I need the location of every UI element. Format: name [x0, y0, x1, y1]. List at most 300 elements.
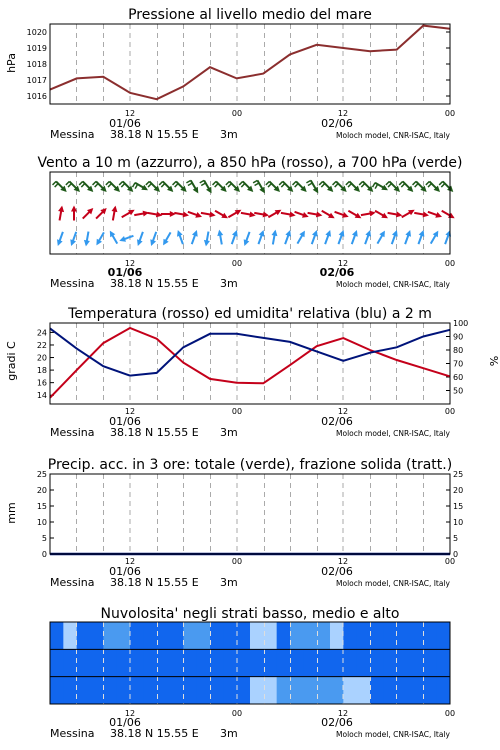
- cloud-cell: [317, 649, 331, 676]
- wind-arrow: [192, 230, 198, 244]
- cloud-cell: [197, 677, 211, 704]
- cloud-cell: [370, 649, 384, 676]
- pressure-ylabel: hPa: [5, 53, 18, 73]
- cloud-cell: [423, 622, 437, 649]
- wind-arrow: [439, 181, 453, 192]
- wind-arrow: [405, 230, 411, 244]
- wind-arrow: [226, 181, 240, 192]
- wind-barb: [321, 184, 325, 188]
- coords-label: 38.18 N 15.55 E: [110, 426, 199, 439]
- cloud-cell: [410, 677, 424, 704]
- date-label: 02/06: [321, 565, 353, 578]
- wind-barb: [159, 181, 163, 185]
- x-tick-label: 00: [231, 709, 243, 718]
- date-label: 02/06: [319, 266, 355, 279]
- wind-barb: [173, 181, 177, 185]
- cloud-cell: [290, 677, 304, 704]
- wind-barb: [121, 184, 125, 188]
- elevation-label: 3m: [220, 576, 238, 589]
- cloud-cell: [77, 649, 91, 676]
- cloud-cell: [383, 649, 397, 676]
- x-tick-label: 00: [444, 259, 456, 268]
- wind-barb: [361, 184, 365, 188]
- cloud-cell: [237, 677, 251, 704]
- cloud-cell: [330, 677, 344, 704]
- temperature-ylabel: gradi C: [5, 341, 18, 381]
- y-tick-label-right: 10: [453, 518, 464, 527]
- cloud-cell: [357, 677, 371, 704]
- cloud-cell: [317, 622, 331, 649]
- wind-arrow: [106, 181, 120, 192]
- wind-arrow: [253, 180, 265, 193]
- wind-arrow-head: [209, 212, 215, 218]
- wind-arrow: [442, 211, 455, 219]
- y-tick-label-right: 60: [453, 373, 464, 382]
- wind-barb: [95, 184, 99, 188]
- wind-arrow: [161, 211, 176, 217]
- model-label: Moloch model, CNR-ISAC, Italy: [336, 280, 450, 289]
- cloud-cell: [170, 622, 184, 649]
- cloud-cell: [290, 649, 304, 676]
- cloud-cell: [357, 622, 371, 649]
- cloud-cell: [130, 677, 144, 704]
- cloud-cell: [210, 677, 224, 704]
- wind-panel: [37, 155, 462, 290]
- location-label: Messina: [50, 576, 95, 589]
- wind-barb: [253, 180, 257, 183]
- date-label: 01/06: [109, 415, 141, 428]
- wind-arrow: [377, 231, 384, 244]
- wind-arrow: [361, 211, 376, 217]
- wind-arrow: [213, 181, 227, 192]
- wind-arrow: [215, 211, 228, 219]
- cloud-cell: [250, 622, 264, 649]
- date-label: 02/06: [321, 117, 353, 130]
- model-label: Moloch model, CNR-ISAC, Italy: [336, 131, 450, 140]
- wind-arrow: [348, 211, 361, 219]
- x-tick-label: 00: [444, 709, 456, 718]
- wind-arrow: [201, 212, 216, 218]
- wind-arrow: [57, 232, 63, 246]
- cloud-cell: [290, 622, 304, 649]
- wind-barb: [239, 181, 243, 185]
- x-tick-label: 12: [124, 407, 136, 416]
- wind-barb: [200, 180, 204, 183]
- date-label: 01/06: [109, 117, 141, 130]
- wind-barb: [146, 181, 150, 185]
- x-tick-label: 00: [444, 407, 456, 416]
- pressure-panel: [5, 7, 455, 141]
- wind-arrow: [217, 230, 223, 245]
- cloud-cell: [237, 649, 251, 676]
- cloud-cell: [210, 649, 224, 676]
- date-label: 01/06: [109, 565, 141, 578]
- date-label: 01/06: [107, 266, 143, 279]
- wind-arrow: [266, 181, 280, 192]
- wind-barb: [359, 181, 363, 185]
- cloud-cell: [277, 649, 291, 676]
- cloud-cell: [130, 622, 144, 649]
- wind-barb: [348, 184, 352, 188]
- wind-barb: [306, 180, 310, 183]
- wind-arrow: [293, 181, 307, 192]
- cloud-cell: [303, 622, 317, 649]
- y-tick-label-right: 50: [453, 386, 464, 396]
- humidity-series-line: [50, 328, 450, 375]
- wind-arrow: [204, 232, 210, 247]
- wind-arrow: [386, 181, 400, 192]
- y-tick-label-right: 70: [453, 359, 464, 369]
- wind-arrow: [373, 183, 388, 191]
- wind-barb: [441, 184, 445, 188]
- wind-arrow: [325, 230, 331, 244]
- y-tick-label: 16: [36, 378, 47, 388]
- y-tick-label-right: 5: [453, 534, 459, 543]
- wind-arrow: [228, 210, 241, 217]
- x-tick-label: 12: [337, 709, 349, 718]
- cloud-cell: [103, 622, 117, 649]
- y-tick-label: 1017: [26, 76, 47, 85]
- model-label: Moloch model, CNR-ISAC, Italy: [336, 429, 450, 438]
- wind-barb: [55, 184, 59, 188]
- cloud-cell: [117, 677, 131, 704]
- cloud-cell: [383, 622, 397, 649]
- date-label: 01/06: [109, 716, 141, 729]
- cloud-cell: [250, 649, 264, 676]
- wind-barb: [386, 181, 390, 185]
- model-label: Moloch model, CNR-ISAC, Italy: [336, 579, 450, 588]
- wind-arrow: [308, 212, 323, 218]
- elevation-label: 3m: [220, 128, 238, 141]
- wind-barb: [415, 184, 419, 188]
- wind-arrow: [122, 210, 135, 217]
- wind-arrow-head: [316, 212, 323, 218]
- wind-barb: [333, 181, 337, 185]
- wind-arrow: [402, 210, 415, 217]
- coords-label: 38.18 N 15.55 E: [110, 128, 199, 141]
- wind-arrow: [241, 212, 256, 218]
- cloud-cell: [183, 622, 197, 649]
- cloud-cell: [397, 622, 411, 649]
- wind-barb: [68, 184, 72, 188]
- cloud-cell: [277, 622, 291, 649]
- wind-arrow: [188, 212, 202, 218]
- wind-barb: [319, 181, 323, 185]
- wind-barb: [175, 184, 179, 188]
- model-label: Moloch model, CNR-ISAC, Italy: [336, 730, 450, 739]
- wind-barb: [346, 181, 350, 185]
- wind-arrow: [93, 181, 107, 192]
- wind-arrow: [295, 212, 309, 218]
- wind-barb: [79, 181, 83, 185]
- wind-arrow-head: [204, 240, 210, 247]
- cloud-cell: [277, 677, 291, 704]
- cloud-cell: [50, 649, 64, 676]
- y-tick-label: 25: [36, 470, 47, 479]
- cloud-cell: [117, 622, 131, 649]
- wind-arrow: [159, 181, 173, 192]
- wind-barb: [119, 181, 123, 185]
- cloud-cell: [237, 622, 251, 649]
- cloud-title: Nuvolosita' negli strati basso, medio e alto: [100, 606, 400, 622]
- temperature-series-line: [50, 328, 450, 398]
- y-tick-label-right: 80: [453, 346, 464, 355]
- wind-arrow: [119, 236, 133, 242]
- wind-arrow: [119, 181, 133, 192]
- x-tick-label: 00: [444, 109, 456, 118]
- wind-arrow: [173, 181, 187, 192]
- wind-barb: [279, 181, 283, 185]
- cloud-cell: [197, 649, 211, 676]
- wind-barb: [373, 183, 376, 187]
- y-tick-label-right: 20: [453, 486, 464, 495]
- y-tick-label: 15: [36, 502, 47, 511]
- cloud-cell: [50, 622, 64, 649]
- cloud-cell: [437, 649, 451, 676]
- wind-arrow: [254, 212, 269, 218]
- wind-arrow: [359, 181, 373, 192]
- wind-arrow: [346, 181, 360, 192]
- cloud-cell: [263, 649, 277, 676]
- wind-arrow: [413, 181, 427, 192]
- wind-barb: [293, 181, 297, 185]
- x-tick-label: 12: [124, 557, 136, 566]
- wind-arrow: [388, 212, 403, 218]
- wind-barb: [66, 181, 70, 185]
- wind-barb: [255, 183, 259, 186]
- wind-barb: [53, 181, 57, 185]
- wind-arrow: [53, 181, 67, 192]
- wind-barb: [295, 184, 299, 188]
- cloud-cell: [303, 649, 317, 676]
- wind-barb: [186, 180, 190, 183]
- wind-arrow: [84, 232, 90, 247]
- cloud-cell: [303, 677, 317, 704]
- location-label: Messina: [50, 277, 95, 290]
- cloud-cell: [143, 649, 157, 676]
- coords-label: 38.18 N 15.55 E: [110, 576, 199, 589]
- y-tick-label-right: 0: [453, 550, 459, 559]
- precip-panel: [5, 457, 463, 589]
- cloud-panel: [50, 606, 455, 740]
- cloud-cell: [437, 622, 451, 649]
- x-tick-label: 12: [124, 259, 136, 268]
- coords-label: 38.18 N 15.55 E: [110, 727, 199, 740]
- wind-arrow: [399, 181, 413, 192]
- wind-barb: [426, 181, 430, 185]
- y-tick-label: 1016: [26, 92, 47, 101]
- cloud-cell: [143, 677, 157, 704]
- wind-arrow: [112, 206, 118, 221]
- cloud-cell: [317, 677, 331, 704]
- wind-arrow: [279, 181, 293, 192]
- x-tick-label: 12: [124, 709, 136, 718]
- wind-barb: [228, 184, 232, 188]
- cloud-cell: [437, 677, 451, 704]
- wind-arrow: [58, 206, 64, 221]
- wind-arrow: [335, 212, 349, 218]
- wind-barb: [439, 181, 443, 185]
- wind-arrow-head: [272, 230, 278, 237]
- wind-arrow: [375, 211, 388, 219]
- x-tick-label: 12: [337, 259, 349, 268]
- cloud-cell: [63, 677, 77, 704]
- x-tick-label: 12: [124, 109, 136, 118]
- cloud-cell: [263, 622, 277, 649]
- wind-barb: [188, 183, 192, 186]
- wind-arrow: [133, 183, 148, 191]
- x-tick-label: 00: [231, 259, 243, 268]
- x-tick-label: 00: [231, 109, 243, 118]
- cloud-cell: [143, 622, 157, 649]
- y-tick-label: 0: [41, 550, 47, 559]
- wind-arrow: [258, 230, 264, 244]
- wind-barb: [268, 184, 272, 188]
- elevation-label: 3m: [220, 727, 238, 740]
- precip-ylabel: mm: [5, 502, 18, 524]
- cloud-cell: [63, 649, 77, 676]
- cloud-cell: [157, 677, 171, 704]
- wind-arrow: [110, 231, 117, 244]
- wind-barb: [335, 184, 339, 188]
- wind-barb: [401, 184, 405, 188]
- wind-arrow: [322, 211, 335, 219]
- x-tick-label: 00: [231, 557, 243, 566]
- wind-arrow-head: [112, 206, 118, 213]
- wind-barb: [413, 181, 417, 185]
- wind-arrow: [137, 232, 143, 246]
- cloud-cell: [397, 649, 411, 676]
- cloud-cell: [63, 622, 77, 649]
- cloud-cell: [90, 622, 104, 649]
- cloud-cell: [170, 677, 184, 704]
- wind-arrow: [83, 208, 94, 219]
- wind-arrow-head: [119, 236, 126, 242]
- temperature-title: Temperatura (rosso) ed umidita' relativa (blu) a 2 m: [68, 306, 432, 322]
- wind-arrow: [268, 210, 281, 217]
- cloud-cell: [343, 649, 357, 676]
- plot-frame: [50, 24, 450, 104]
- wind-arrow: [200, 180, 212, 193]
- wind-arrow: [150, 232, 156, 246]
- wind-arrow: [70, 232, 76, 246]
- cloud-cell: [90, 677, 104, 704]
- wind-barb: [308, 183, 312, 186]
- y-tick-label-right: 100: [453, 319, 469, 328]
- wind-arrow-head: [58, 206, 64, 213]
- cloud-cell: [383, 677, 397, 704]
- cloud-cell: [370, 622, 384, 649]
- cloud-cell: [130, 649, 144, 676]
- cloud-cell: [423, 649, 437, 676]
- wind-arrow: [352, 230, 358, 244]
- location-label: Messina: [50, 426, 95, 439]
- wind-barb: [281, 184, 285, 188]
- cloud-cell: [223, 649, 237, 676]
- cloud-cell: [343, 677, 357, 704]
- humidity-ylabel: %: [487, 355, 500, 367]
- wind-barb: [428, 184, 432, 188]
- cloud-cell: [410, 649, 424, 676]
- cloud-cell: [183, 677, 197, 704]
- cloud-cell: [77, 677, 91, 704]
- wind-arrow-head: [217, 230, 223, 237]
- location-label: Messina: [50, 727, 95, 740]
- cloud-cell: [77, 622, 91, 649]
- y-tick-label: 1020: [26, 28, 47, 37]
- wind-barb: [226, 181, 230, 185]
- cloud-cell: [263, 677, 277, 704]
- wind-arrow: [134, 211, 149, 217]
- wind-barb: [266, 181, 270, 185]
- cloud-cell: [197, 622, 211, 649]
- wind-arrow: [96, 208, 107, 219]
- cloud-cell: [410, 622, 424, 649]
- wind-arrow: [312, 230, 318, 244]
- pressure-title: Pressione al livello medio del mare: [128, 7, 372, 23]
- wind-arrow: [79, 181, 93, 192]
- cloud-cell: [357, 649, 371, 676]
- cloud-cell: [183, 649, 197, 676]
- cloud-cell: [397, 677, 411, 704]
- coords-label: 38.18 N 15.55 E: [110, 277, 199, 290]
- wind-arrow-head: [170, 211, 176, 217]
- wind-title: Vento a 10 m (azzurro), a 850 hPa (rosso), a 700 hPa (verde): [37, 155, 463, 171]
- date-label: 02/06: [321, 415, 353, 428]
- wind-barb: [133, 183, 136, 187]
- y-tick-label: 10: [36, 518, 47, 527]
- pressure-series-line: [50, 26, 450, 100]
- wind-barb: [201, 183, 205, 186]
- date-label: 02/06: [321, 716, 353, 729]
- y-tick-label: 22: [36, 340, 47, 350]
- wind-barb: [106, 181, 110, 185]
- cloud-cell: [370, 677, 384, 704]
- wind-arrow: [281, 212, 296, 218]
- cloud-cell: [330, 649, 344, 676]
- y-tick-label: 18: [36, 366, 47, 376]
- cloud-cell: [223, 622, 237, 649]
- cloud-cell: [250, 677, 264, 704]
- x-tick-label: 12: [337, 407, 349, 416]
- wind-barb: [161, 184, 165, 188]
- y-tick-label: 1018: [26, 60, 47, 69]
- wind-arrow: [414, 212, 429, 218]
- elevation-label: 3m: [220, 426, 238, 439]
- x-tick-label: 12: [337, 109, 349, 118]
- cloud-cell: [343, 622, 357, 649]
- plot-frame: [50, 474, 450, 554]
- wind-arrow: [428, 212, 442, 218]
- temperature-panel: [5, 306, 500, 439]
- wind-arrow: [148, 212, 163, 218]
- wind-arrow: [177, 230, 183, 244]
- cloud-cell: [103, 649, 117, 676]
- wind-barb: [148, 184, 152, 188]
- wind-arrow: [272, 230, 278, 245]
- location-label: Messina: [50, 128, 95, 141]
- precip-title: Precip. acc. in 3 ore: totale (verde), frazione solida (tratt.): [47, 457, 453, 473]
- wind-arrow: [96, 232, 104, 245]
- wind-arrow-head: [84, 240, 90, 247]
- cloud-cell: [423, 677, 437, 704]
- wind-arrow: [431, 231, 439, 244]
- wind-arrow: [244, 232, 250, 246]
- y-tick-label-right: 25: [453, 470, 464, 479]
- wind-arrow: [306, 180, 318, 193]
- wind-barb: [108, 184, 112, 188]
- cloud-cell: [50, 677, 64, 704]
